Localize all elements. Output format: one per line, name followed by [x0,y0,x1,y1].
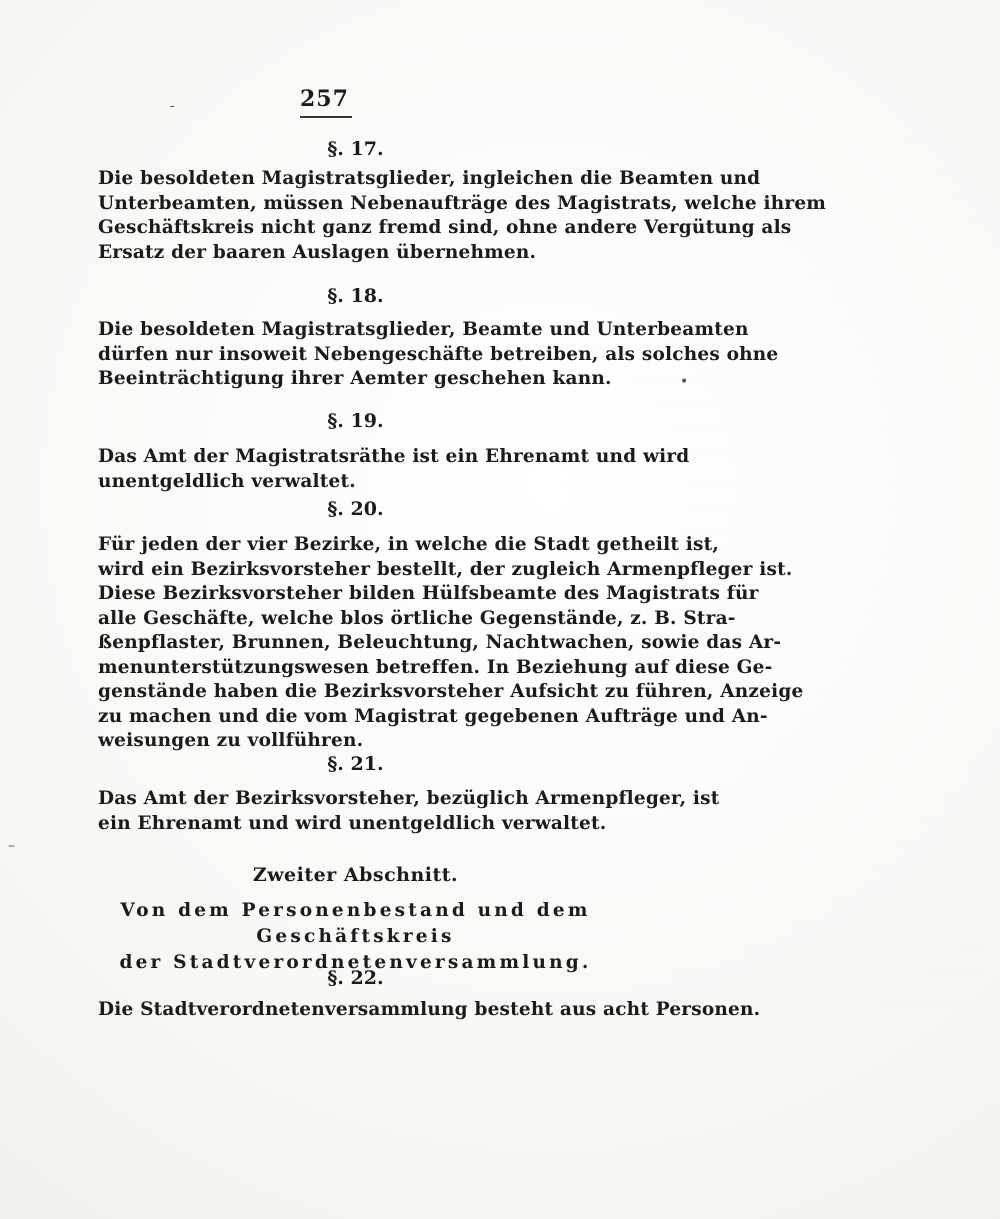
chapter-title-line: Von dem Personenbestand und dem Geschäftskreis [120,900,591,947]
scan-speck: - [170,98,175,114]
text-line: Unterbeamten, müssen Nebenaufträge des Magistrats, welche ihrem [98,192,827,214]
section-paragraph-17 [98,167,827,265]
page-number: 257 [300,86,349,112]
text-line: Ersatz der baaren Auslagen übernehmen. [98,241,537,263]
text-line: menunterstützungswesen betreffen. In Beziehung auf diese Ge- [98,656,773,678]
text-line: Beeinträchtigung ihrer Aemter geschehen kann. [98,368,612,389]
text-line: zu machen und die vom Magistrat gegebenen Aufträge und An- [98,705,768,727]
section-paragraph-20 [98,533,804,754]
text-line: ein Ehrenamt und wird unentgeldlich verwaltet. [98,812,607,834]
text-line: dürfen nur insoweit Nebengeschäfte betreiben, als solches ohne [98,343,779,365]
text-line: Geschäftskreis nicht ganz fremd sind, ohne andere Vergütung als [98,217,792,238]
section-heading-18: §. 18. [327,285,384,307]
text-line: Die besoldeten Magistratsglieder, Beamte und Unterbeamten [98,319,749,340]
text-line: unentgeldlich verwaltet. [98,470,356,492]
text-line: weisungen zu vollführen. [98,730,364,751]
chapter-title [98,898,613,976]
text-line: genstände haben die Bezirksvorsteher Aufsicht zu führen, Anzeige [98,681,804,702]
text-line: Das Amt der Magistratsräthe ist ein Ehrenamt und wird [98,446,690,467]
page-number-rule [300,116,352,118]
scan-speck: – [8,838,15,854]
text-line: Die besoldeten Magistratsglieder, ingleichen die Beamten und [98,168,761,189]
text-line: Diese Bezirksvorsteher bilden Hülfsbeamte des Magistrats für [98,583,759,604]
scan-speck: • [680,374,689,390]
section-heading-19: §. 19. [327,410,384,432]
chapter-title-line: der Stadtverordnetenversammlung. [119,952,592,973]
text-line: ßenpflaster, Brunnen, Beleuchtung, Nachtwachen, sowie das Ar- [98,632,782,653]
text-line: Das Amt der Bezirksvorsteher, bezüglich Armenpfleger, ist [98,788,720,809]
section-paragraph-21 [98,787,720,836]
section-heading-22: §. 22. [327,967,384,989]
section-heading-17: §. 17. [327,138,384,160]
text-line: alle Geschäfte, welche blos örtliche Gegenstände, z. B. Stra- [98,607,736,629]
section-paragraph-22 [98,998,761,1023]
section-heading-21: §. 21. [327,753,384,775]
section-paragraph-19 [98,445,690,494]
chapter-heading: Zweiter Abschnitt. [252,864,459,886]
text-line: Die Stadtverordnetenversammlung besteht aus acht Personen. [98,999,761,1020]
section-heading-20: §. 20. [327,498,384,520]
section-paragraph-18 [98,318,779,392]
text-line: wird ein Bezirksvorsteher bestellt, der zugleich Armenpfleger ist. [98,558,793,580]
text-line: Für jeden der vier Bezirke, in welche die Stadt getheilt ist, [98,534,719,555]
